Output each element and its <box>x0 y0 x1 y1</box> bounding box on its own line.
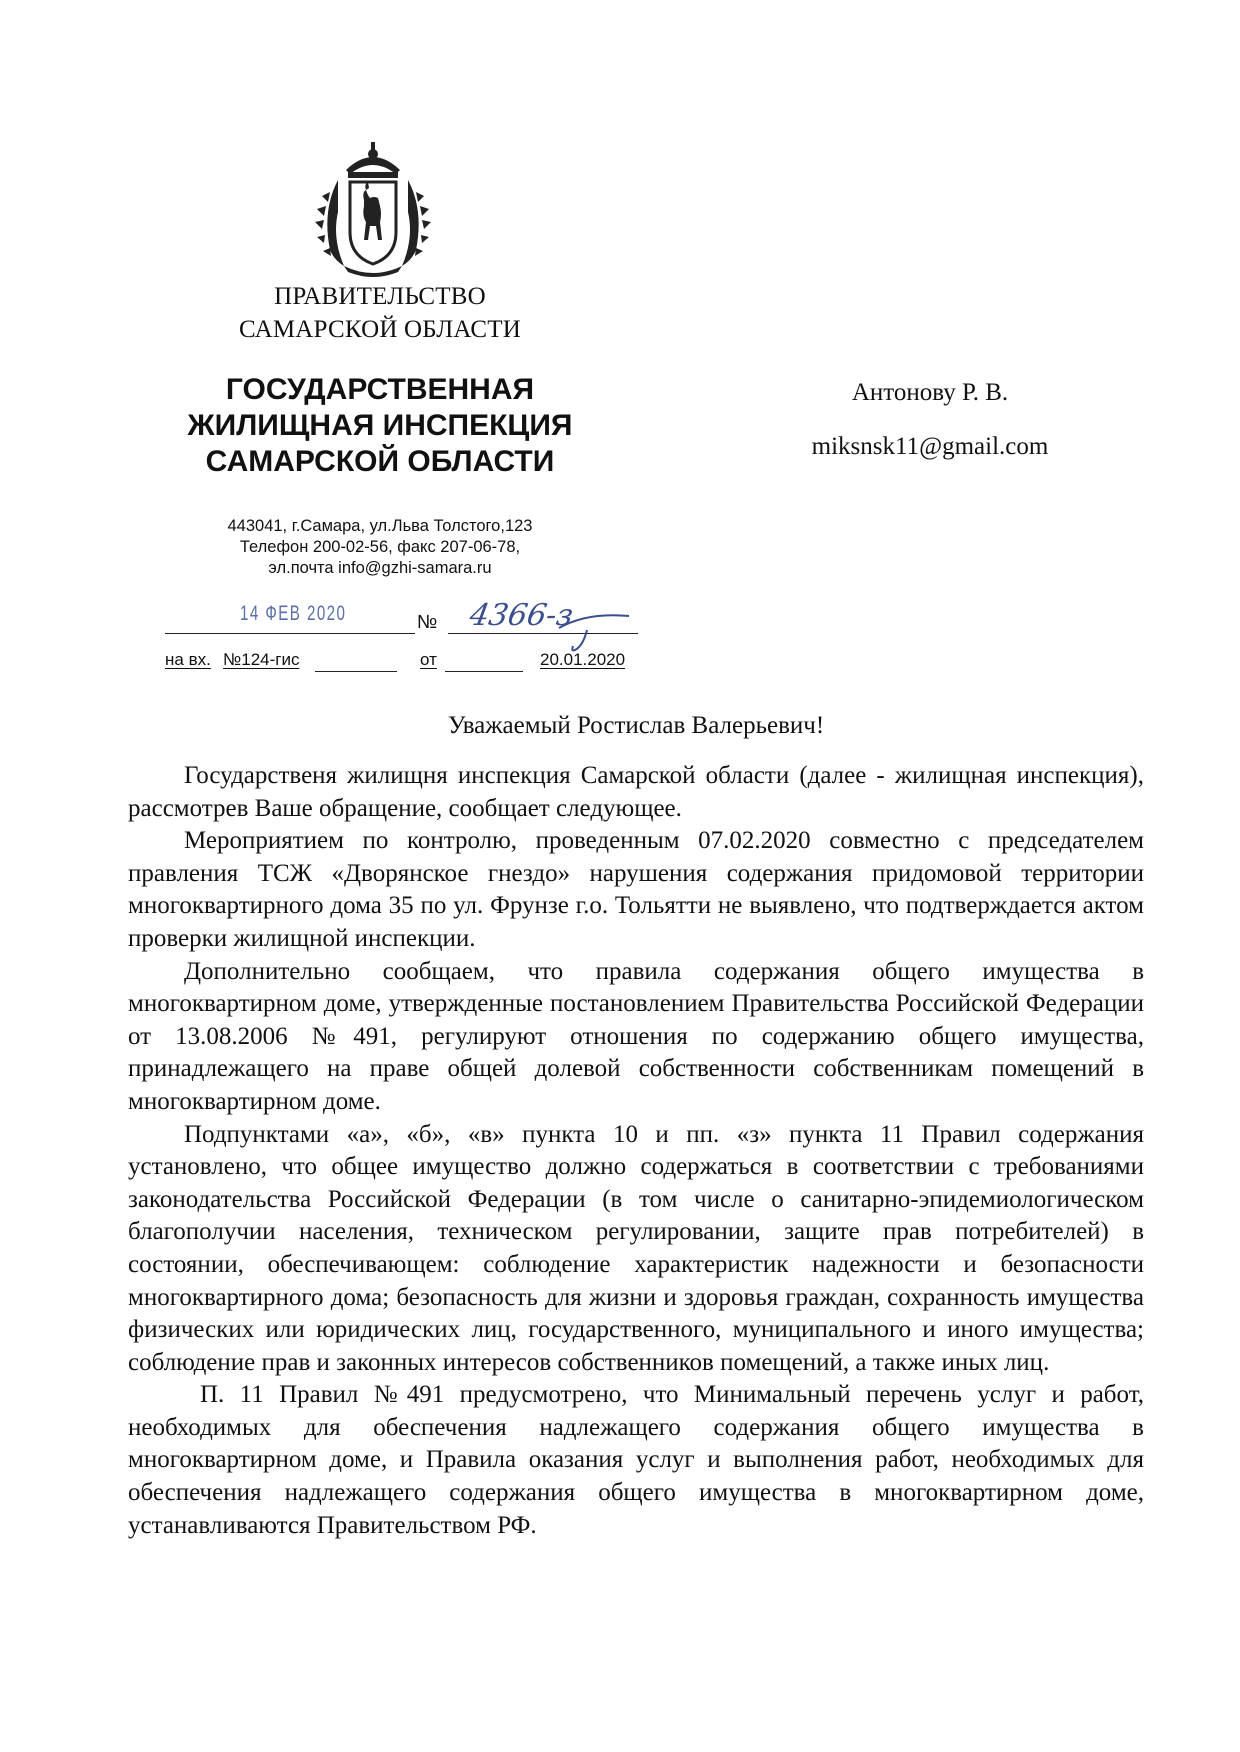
government-title-line2: САМАРСКОЙ ОБЛАСТИ <box>238 316 521 343</box>
incoming-reference <box>165 650 645 674</box>
body-paragraph: Государственя жилищня инспекция Самарской области (далее - жилищная инспекция), рассмотрев Ваше обращение, сообщает следующее. <box>128 762 1144 822</box>
from-underline <box>445 671 523 672</box>
address-phone: Телефон 200-02-56, факс 207-06-78, <box>239 538 521 556</box>
registration-date-stamp: 14 ФЕВ 2020 <box>240 602 347 625</box>
handwritten-flourish <box>557 606 637 656</box>
incoming-number-underline <box>315 671 397 672</box>
incoming-number: №124-гис <box>223 650 300 669</box>
body-paragraph: Подпунктами «а», «б», «в» пункта 10 и пп. «з» пункта 11 Правил содержания установлено, что общее имущество должно содержаться в соответствии с требованиями законодательства Российской Федерации (в том числе о санитарно-эпидемиологическом благополучии населения, техническом регулировании, защите прав потребителей) в состоянии, обеспечивающем: соблюдение характеристик надежности и безопасности многоквартирного дома; безопасность для жизни и здоровья граждан, сохранность имущества физических или юридических лиц, государственного, муниципального и иного имущества; соблюдение прав и законных интересов собственников помещений, а также иных лиц. <box>128 1120 1144 1376</box>
handwritten-outgoing-number: 4366-з <box>466 598 576 633</box>
body-paragraph: Мероприятием по контролю, проведенным 07.02.2020 совместно с председателем правления ТСЖ «Дворянское гнездо» нарушения содержания придомовой территории многоквартирного дома 35 по ул. Фрунзе г.о. Тольятти не выявлено, что подтверждается актом проверки жилищной инспекции. <box>128 827 1144 952</box>
samara-coat-of-arms-emblem <box>308 140 438 280</box>
agency-title-line3: САМАРСКОЙ ОБЛАСТИ <box>205 445 555 478</box>
agency-address <box>180 516 580 579</box>
date-underline <box>165 633 415 634</box>
letter-body <box>128 760 1144 1542</box>
government-title-line1: ПРАВИТЕЛЬСТВО <box>274 283 486 310</box>
agency-title <box>170 372 590 480</box>
addressee-name: Антонову Р. В. <box>851 379 1009 406</box>
number-label: № <box>417 612 438 633</box>
body-paragraph: П. 11 Правил №491 предусмотрено, что Минимальный перечень услуг и работ, необходимых для обеспечения надлежащего содержания общего имущества в многоквартирном доме, и Правила оказания услуг и выполнения работ, необходимых для обеспечения надлежащего содержания общего имущества в многоквартирном доме, устанавливаются Правительством РФ. <box>128 1381 1144 1539</box>
salutation: Уважаемый Ростислав Валерьевич! <box>447 712 825 739</box>
agency-title-line1: ГОСУДАРСТВЕННАЯ <box>225 373 535 406</box>
incoming-date: 20.01.2020 <box>540 650 626 669</box>
addressee-email: miksnsk11@gmail.com <box>811 433 1049 460</box>
agency-title-line2: ЖИЛИЩНАЯ ИНСПЕКЦИЯ <box>187 409 573 442</box>
government-title <box>190 280 570 346</box>
address-email: эл.почта info@gzhi-samara.ru <box>268 559 492 577</box>
outgoing-registration <box>165 598 645 638</box>
incoming-label: на вх. <box>165 650 211 669</box>
from-label: от <box>420 650 437 669</box>
body-paragraph: Дополнительно сообщаем, что правила содержания общего имущества в многоквартирном доме, утвержденные постановлением Правительства Российской Федерации от 13.08.2006 №491, регулируют отношения по содержанию общего имущества, принадлежащего на праве общей долевой собственности собственникам помещений в многоквартирном доме. <box>128 957 1144 1115</box>
addressee-block <box>760 366 1100 474</box>
address-street: 443041, г.Самара, ул.Льва Толстого,123 <box>227 517 533 535</box>
